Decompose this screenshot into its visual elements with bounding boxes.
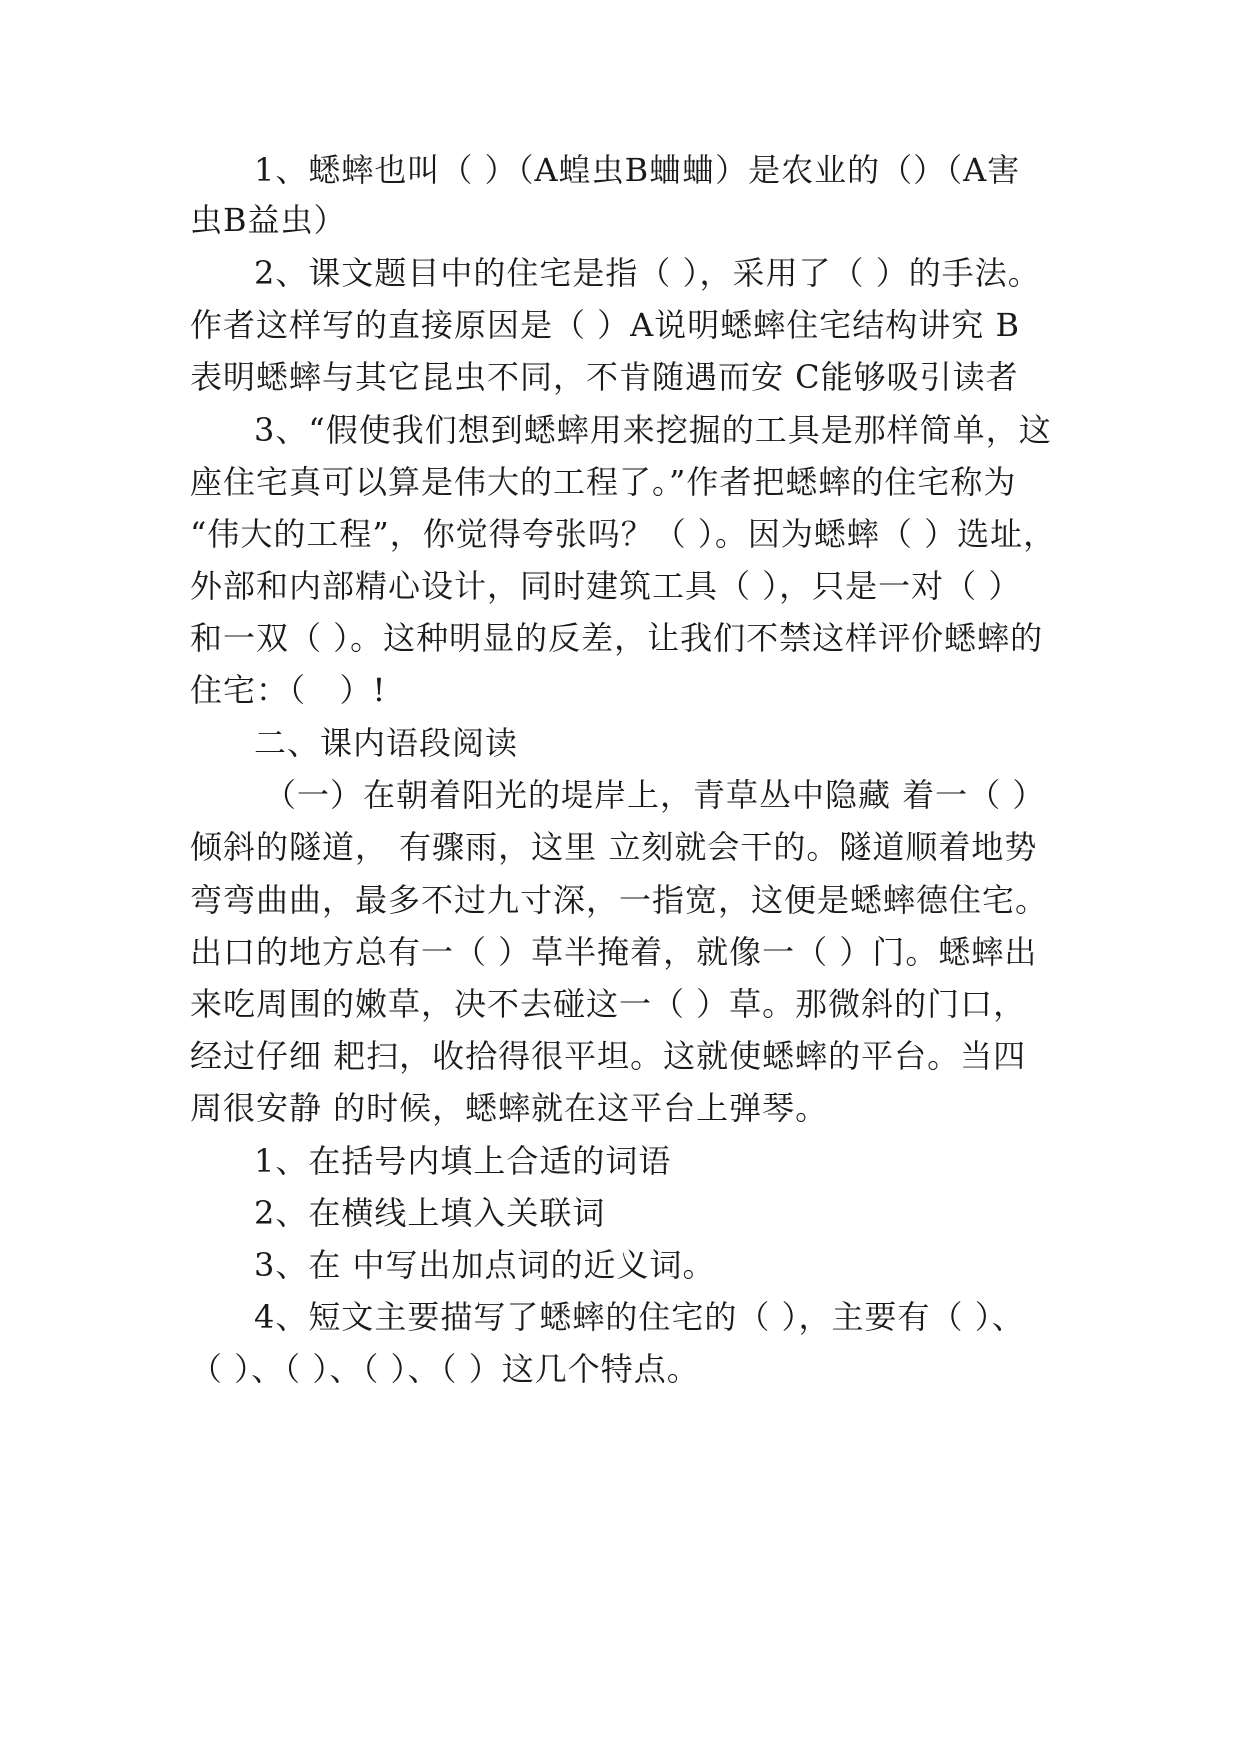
- question-3-line-5: 和一双（ ）。这种明显的反差，让我们不禁这样评价蟋蟀的: [190, 619, 1044, 657]
- section-heading: 二、课内语段阅读: [254, 724, 519, 762]
- question-1-line-2: 虫B益虫）: [190, 201, 347, 239]
- task-3: 3、在 中写出加点词的近义词。: [254, 1246, 716, 1284]
- question-2-line-3: 表明蟋蟀与其它昆虫不同，不肯随遇而安 C能够吸引读者: [190, 358, 1019, 396]
- question-2-line-1: 2、课文题目中的住宅是指（ ），采用了（ ）的手法。: [254, 254, 1041, 292]
- passage-line-3: 弯弯曲曲，最多不过九寸深，一指宽，这便是蟋蟀德住宅。: [190, 881, 1049, 919]
- passage-line-1: （一）在朝着阳光的堤岸上，青草丛中隐藏 着一（ ）: [264, 776, 1046, 814]
- question-3-line-1: 3、“假使我们想到蟋蟀用来挖掘的工具是那样简单，这: [254, 411, 1052, 449]
- passage-line-4: 出口的地方总有一（ ）草半掩着，就像一（ ）门。蟋蟀出: [190, 933, 1038, 971]
- passage-line-5: 来吃周围的嫩草，决不去碰这一（ ）草。那微斜的门口，: [190, 985, 1027, 1023]
- task-4-line-1: 4、短文主要描写了蟋蟀的住宅的（ ），主要有（ ）、: [254, 1298, 1025, 1336]
- passage-line-2: 倾斜的隧道， 有骤雨，这里 立刻就会干的。隧道顺着地势: [190, 828, 1038, 866]
- task-2: 2、在横线上填入关联词: [254, 1194, 606, 1232]
- task-4-line-2: （ ）、（ ）、（ ）、（ ）这几个特点。: [190, 1350, 700, 1388]
- question-2-line-2: 作者这样写的直接原因是（ ）A说明蟋蟀住宅结构讲究 B: [190, 306, 1020, 344]
- question-3-line-6: 住宅：（ ）!: [190, 671, 387, 709]
- question-3-line-3: “伟大的工程”，你觉得夸张吗？（ ）。因为蟋蟀（ ）选址，: [190, 515, 1057, 553]
- task-1: 1、在括号内填上合适的词语: [254, 1142, 672, 1180]
- question-3-line-2: 座住宅真可以算是伟大的工程了。”作者把蟋蟀的住宅称为: [190, 463, 1017, 501]
- question-1-line-1: 1、蟋蟀也叫（ ）（A蝗虫B蛐蛐）是农业的（）（A害: [254, 151, 1021, 189]
- passage-line-7: 周很安静 的时候，蟋蟀就在这平台上弹琴。: [190, 1089, 829, 1127]
- question-3-line-4: 外部和内部精心设计，同时建筑工具（ ），只是一对（ ）: [190, 567, 1022, 605]
- passage-line-6: 经过仔细 耙扫，收拾得很平坦。这就使蟋蟀的平台。当四: [190, 1037, 1027, 1075]
